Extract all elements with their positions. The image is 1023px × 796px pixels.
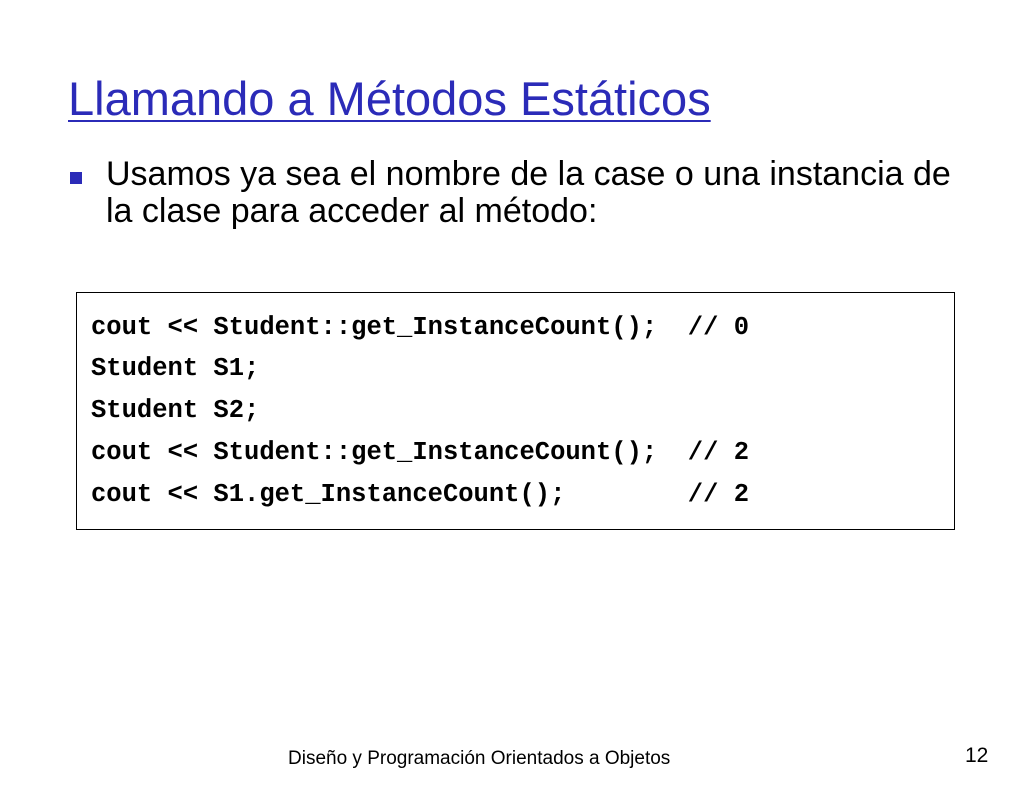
slide-title: Llamando a Métodos Estáticos: [68, 72, 711, 125]
code-line: Student S1;: [91, 354, 260, 383]
square-bullet-icon: [70, 172, 82, 184]
page-number: 12: [965, 744, 989, 767]
code-line: cout << Student::get_InstanceCount(); // 2: [91, 438, 750, 467]
bullet-text: Usamos ya sea el nombre de la case o una instancia de la clase para acceder al método:: [106, 155, 951, 230]
code-line: cout << S1.get_InstanceCount(); // 2: [91, 480, 750, 509]
footer-course-title: Diseño y Programación Orientados a Objetos: [288, 748, 671, 769]
code-block: [76, 292, 955, 530]
code-line: cout << Student::get_InstanceCount(); // 0: [91, 313, 750, 342]
code-line: Student S2;: [91, 396, 260, 425]
